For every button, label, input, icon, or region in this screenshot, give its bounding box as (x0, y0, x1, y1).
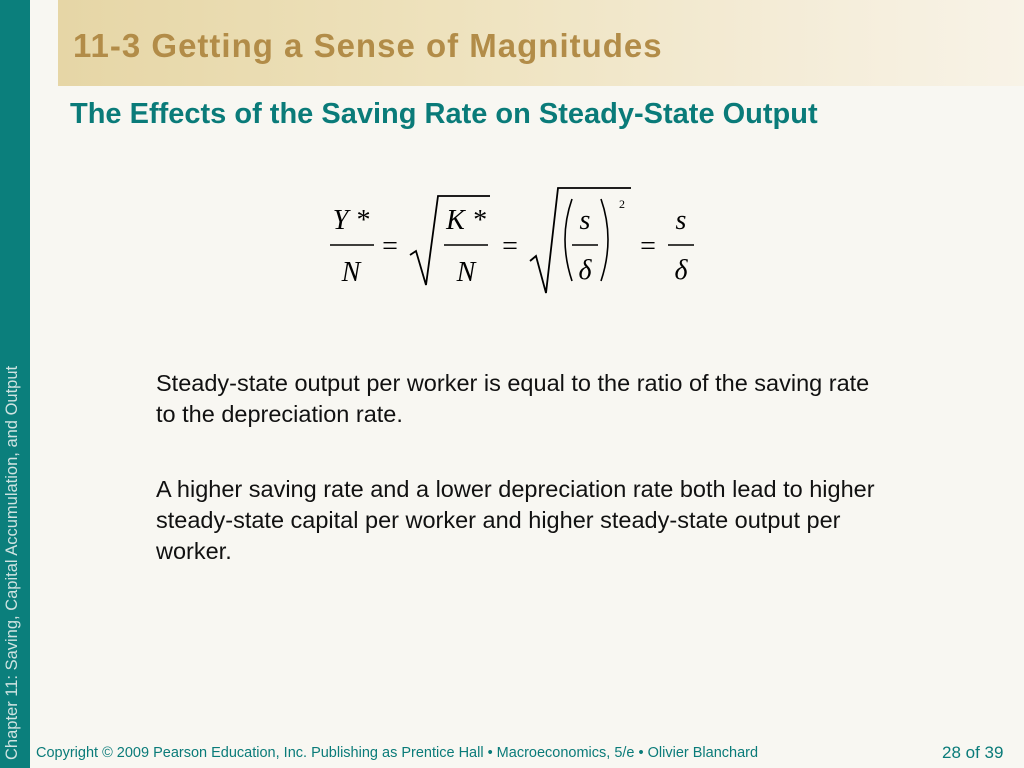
footer-copyright: Copyright © 2009 Pearson Education, Inc. Publishing as Prentice Hall • Macroeconomics, 5/e • Olivier Blanchard (36, 745, 759, 761)
eq-term2-denominator: N (456, 257, 476, 288)
eq-term1-numerator: Y * (332, 205, 370, 236)
eq-term3-denominator: δ (578, 255, 592, 286)
chapter-label: Chapter 11: Saving, Capital Accumulation, and Output (3, 365, 21, 760)
eq-term2-numerator: K * (446, 205, 486, 236)
eq-right-paren (601, 199, 608, 281)
eq-term1-denominator: N (341, 257, 361, 288)
paragraph-ratio: Steady-state output per worker is equal to the ratio of the saving rate to the depreciation rate. (156, 370, 870, 427)
eq-term3-numerator: s (579, 205, 591, 236)
slide-subtitle: The Effects of the Saving Rate on Steady-State Output (70, 98, 818, 130)
page-number: 28 of 39 (942, 743, 1004, 762)
eq-left-paren (565, 199, 572, 281)
section-title: 11-3 Getting a Sense of Magnitudes (73, 27, 663, 64)
eq-equals-2: = (502, 231, 518, 262)
eq-exponent: 2 (619, 197, 625, 211)
eq-equals-3: = (640, 231, 656, 262)
eq-term4-denominator: δ (674, 255, 688, 286)
paragraph-higher-saving: A higher saving rate and a lower depreciation rate both lead to higher steady-state capital per worker and higher steady-state output per worker. (156, 476, 875, 564)
eq-term4-numerator: s (675, 205, 687, 236)
eq-equals-1: = (382, 231, 398, 262)
steady-state-equation (320, 185, 710, 295)
